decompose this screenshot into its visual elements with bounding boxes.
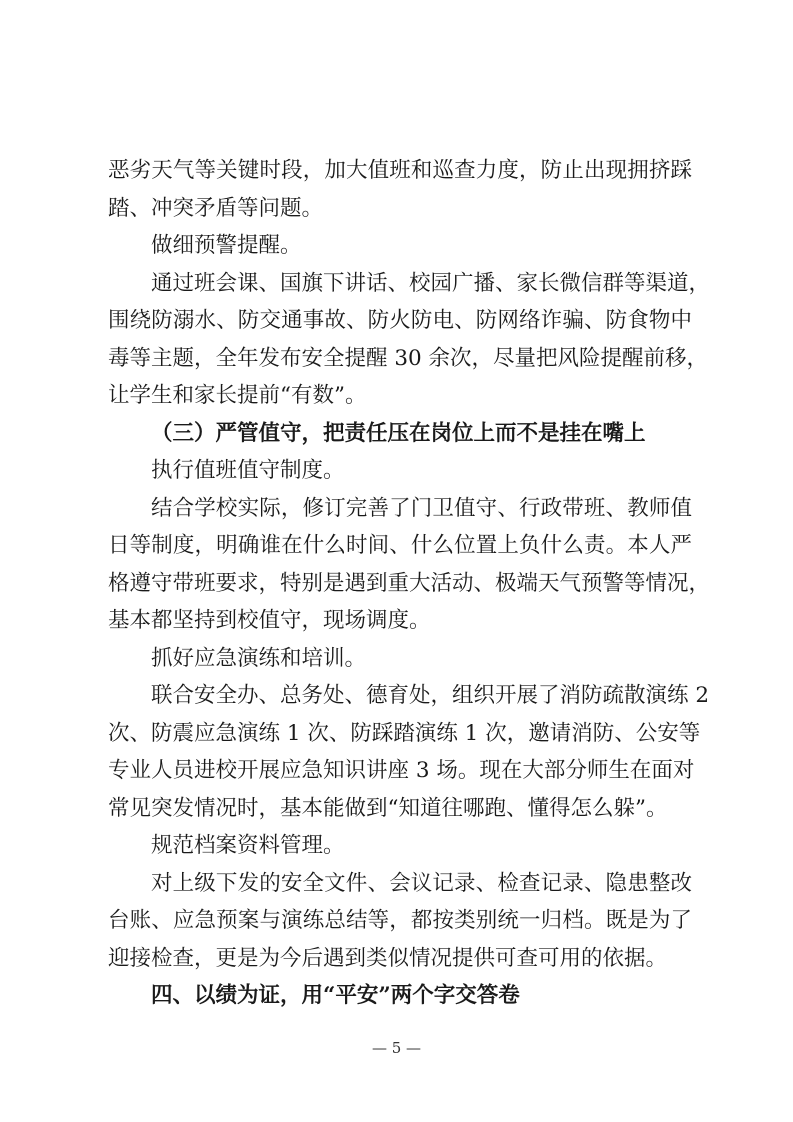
subsection-heading: 执行值班值守制度。 [151,458,345,483]
text-line: 迎接检查，更是为今后遇到类似情况提供可查可用的依据。 [108,945,668,971]
text-line: 恶劣天气等关键时段，加大值班和巡查力度，防止出现拥挤踩 [108,158,692,183]
section-heading: （三）严管值守，把责任压在岗位上而不是挂在嘴上 [151,420,646,446]
text-line: 毒等主题，全年发布安全提醒 30 余次，尽量把风险提醒前移， [108,345,709,371]
text-line: 专业人员进校开展应急知识讲座 3 场。现在大部分师生在面对 [108,758,695,783]
section-heading: 四、以绩为证，用“平安”两个字交答卷 [151,983,520,1008]
text-line: 让学生和家长提前“有数”。 [108,383,367,408]
text-line: 日等制度，明确谁在什么时间、什么位置上负什么责。本人严 [108,533,692,558]
text-line: 常见突发情况时，基本能做到“知道往哪跑、懂得怎么躲”。 [108,795,668,821]
subsection-heading: 做细预警提醒。 [151,233,302,258]
text-line: 台账、应急预案与演练总结等，都按类别统一归档。既是为了 [108,908,692,933]
text-line: 通过班会课、国旗下讲话、校园广播、家长微信群等渠道， [151,270,711,296]
body-text [108,152,711,1015]
text-line: 基本都坚持到校值守，现场调度。 [108,608,431,633]
text-line: 联合安全办、总务处、德育处，组织开展了消防疏散演练 2 [151,683,710,708]
page-number: — 5 — [371,1039,422,1057]
text-line: 踏、冲突矛盾等问题。 [108,195,324,221]
text-line: 围绕防溺水、防交通事故、防火防电、防网络诈骗、防食物中 [108,308,692,333]
text-line: 次、防震应急演练 1 次、防踩踏演练 1 次，邀请消防、公安等 [108,720,701,746]
text-line: 格遵守带班要求，特别是遇到重大活动、极端天气预警等情况， [108,570,711,596]
subsection-heading: 抓好应急演练和培训。 [151,645,367,671]
text-line: 对上级下发的安全文件、会议记录、检查记录、隐患整改 [151,870,692,896]
text-line: 结合学校实际，修订完善了门卫值守、行政带班、教师值 [151,495,692,521]
document-body [108,152,711,1015]
subsection-heading: 规范档案资料管理。 [151,833,345,858]
